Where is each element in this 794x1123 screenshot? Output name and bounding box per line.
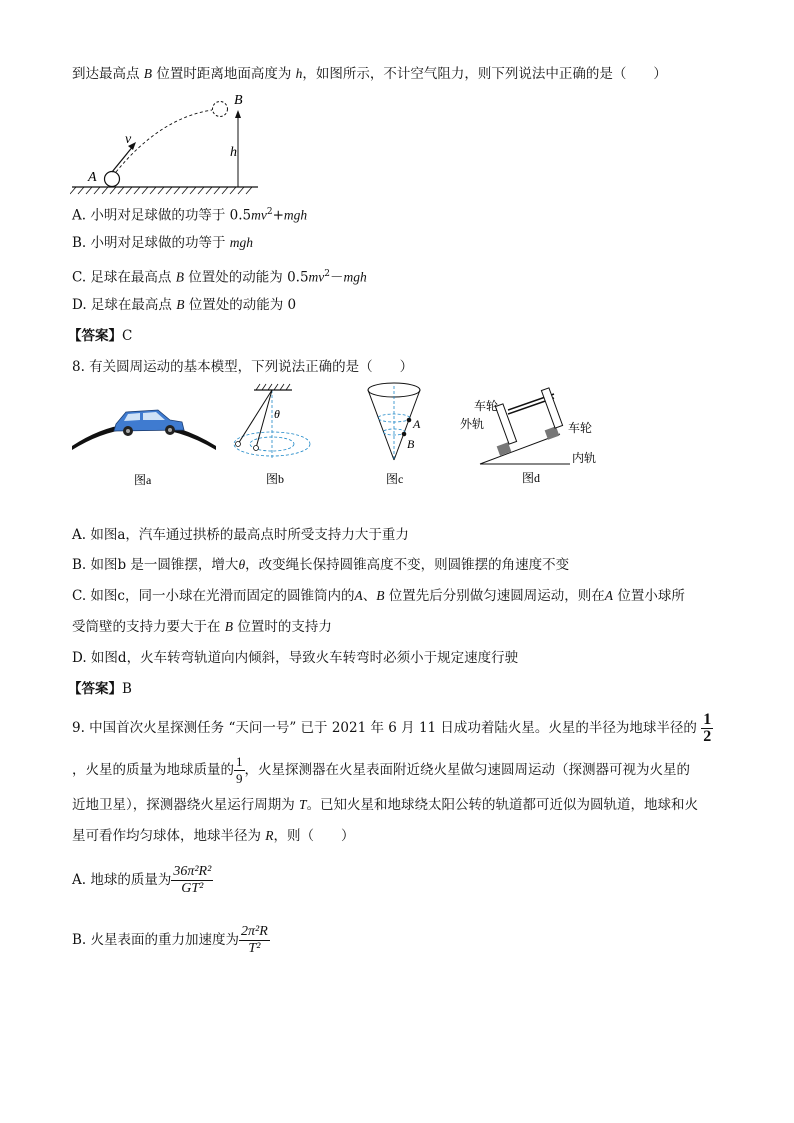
q7-option-c-v: v xyxy=(318,269,325,285)
q8-option-b xyxy=(72,555,569,575)
q9-line-3 xyxy=(72,795,698,815)
q9-line-2-post: ，火星探测器在火星表面附近绕火星做匀速圆周运动（探测器可视为火星的 xyxy=(244,762,690,778)
q8-option-c-a2: A xyxy=(604,588,614,603)
q7-option-c-text: C. 足球在最高点 xyxy=(72,269,176,286)
q7-option-d xyxy=(72,295,296,315)
q9-line-4-post: ，则（ ） xyxy=(273,828,355,844)
q9-fraction-half xyxy=(701,712,713,745)
q7-option-d-b: B xyxy=(176,297,185,312)
q9-option-a-den: GT² xyxy=(181,881,204,896)
q8-caption-d: 图d xyxy=(522,471,541,485)
q7-label-h: h xyxy=(230,145,237,160)
q7-option-b-mgh: mgh xyxy=(229,235,254,250)
q9-line-1-text: 9. 中国首次火星探测任务 “天问一号” 已于 2021 年 6 月 11 日成功着陆火星。火星的半径为地球半径的 xyxy=(72,720,697,736)
q7-option-c-sup: 2 xyxy=(324,269,331,279)
q8-option-c-a: A xyxy=(354,588,363,603)
q9-option-b xyxy=(72,924,270,957)
q9-option-a-num: 36π²R² xyxy=(173,864,212,879)
q7-stem xyxy=(72,64,667,84)
q8-figure-b xyxy=(226,382,336,490)
q8-option-c xyxy=(72,586,685,606)
q9-fraction-ninth xyxy=(234,754,245,787)
q7-option-a-sup: 2 xyxy=(266,207,273,217)
q8-answer-label: 【答案】 xyxy=(68,681,122,697)
q9-option-a-pre: A. 地球的质量为 xyxy=(72,872,172,888)
q8-caption-c: 图c xyxy=(386,472,404,486)
q9-option-a xyxy=(72,864,213,897)
q7-option-c-minus: － xyxy=(330,269,344,286)
q7-option-d-text: D. 足球在最高点 xyxy=(72,297,177,313)
q7-answer xyxy=(68,326,132,346)
q8-theta-label: θ xyxy=(274,407,280,421)
q8-d-outer-rail: 外轨 xyxy=(460,417,485,431)
q7-option-a-text: A. 小明对足球做的功等于 0.5 xyxy=(72,207,252,224)
q8-option-c-post2: 位置小球所 xyxy=(613,588,685,604)
q8-figure-c xyxy=(360,380,440,490)
q8-d-inner-rail: 内轨 xyxy=(572,451,597,465)
q9-frac1-num: 1 xyxy=(703,711,712,728)
q7-projectile-figure xyxy=(70,88,270,198)
q8-caption-b: 图b xyxy=(266,472,285,486)
q9-option-b-fraction xyxy=(239,924,270,957)
q7-stem-text-1: 到达最高点 xyxy=(72,66,144,82)
q7-label-b: B xyxy=(234,93,243,108)
q8-option-c-sep: 、 xyxy=(362,588,377,604)
q7-option-a-v: v xyxy=(260,207,267,223)
q7-stem-b: B xyxy=(143,66,153,81)
q9-option-b-pre: B. 火星表面的重力加速度为 xyxy=(72,932,240,948)
q9-frac2-num: 1 xyxy=(236,754,243,769)
q8-figure-a xyxy=(70,398,220,490)
q8-d-wheel-right: 车轮 xyxy=(568,421,593,435)
q9-line-1 xyxy=(72,712,713,745)
q7-option-c-mgh: mgh xyxy=(343,269,367,285)
q8-option-b-post: ，改变绳长保持圆锥高度不变，则圆锥摆的角速度不变 xyxy=(245,557,570,573)
q8-answer xyxy=(68,679,132,699)
q7-stem-text-3: ，如图所示，不计空气阻力，则下列说法中正确的是（ ） xyxy=(302,66,667,82)
q7-option-b xyxy=(72,233,253,253)
q7-option-c-m: m xyxy=(308,269,319,285)
q9-line-4 xyxy=(72,826,355,846)
q9-option-b-num: 2π²R xyxy=(241,924,268,939)
q8-option-c-b: B xyxy=(376,588,385,603)
q9-line-3-post: 。已知火星和地球绕太阳公转的轨道都可近似为圆轨道，地球和火 xyxy=(306,797,699,813)
q8-d-wheel-top: 车轮 xyxy=(474,399,499,413)
q8-option-c-line2-pre: 受筒壁的支持力要大于在 xyxy=(72,619,225,635)
q7-stem-text-2: 位置时距离地面高度为 xyxy=(152,66,296,82)
q9-frac1-den: 2 xyxy=(703,728,712,745)
q8-option-c-pre: C. 如图c，同一小球在光滑而固定的圆锥筒内的 xyxy=(72,588,355,604)
q8-option-b-pre: B. 如图b 是一圆锥摆，增大 xyxy=(72,557,239,573)
q7-option-a xyxy=(72,202,307,226)
q8-option-a: A. 如图a，汽车通过拱桥的最高点时所受支持力大于重力 xyxy=(72,527,409,543)
q7-option-b-text: B. 小明对足球做的功等于 xyxy=(72,235,230,251)
q8-c-label-a: A xyxy=(413,417,421,431)
q7-answer-label: 【答案】 xyxy=(68,328,122,344)
q7-label-a: A xyxy=(88,170,97,185)
q7-option-a-plus: + xyxy=(272,207,284,224)
q7-answer-value: C xyxy=(122,328,133,344)
q8-option-b-theta: θ xyxy=(238,557,246,572)
q8-option-c-line2-b: B xyxy=(224,619,234,634)
car-icon xyxy=(114,410,184,436)
q9-option-a-fraction xyxy=(171,864,213,897)
q9-line-2-pre: ，火星的质量为地球质量的 xyxy=(72,762,234,778)
ball-a-icon xyxy=(105,172,120,187)
q7-stem-h: h xyxy=(295,66,303,81)
q8-answer-value: B xyxy=(122,681,132,697)
q7-label-v: v xyxy=(125,132,132,147)
q7-option-c xyxy=(72,264,367,288)
q9-line-4-r: R xyxy=(265,828,274,843)
q8-stem: 8. 有关圆周运动的基本模型，下列说法正确的是（ ） xyxy=(72,359,414,375)
q9-option-b-den: T² xyxy=(248,941,261,956)
q7-option-a-mgh: mgh xyxy=(283,207,308,223)
q9-frac2-den: 9 xyxy=(236,771,243,786)
q9-line-2 xyxy=(72,754,690,787)
q8-option-c-line2-post: 位置时的支持力 xyxy=(233,619,332,635)
q8-figure-d xyxy=(460,384,610,490)
q7-option-d-mid: 位置处的动能为 0 xyxy=(184,297,297,313)
q8-c-label-b: B xyxy=(407,437,415,451)
q9-line-3-t: T xyxy=(299,797,307,812)
q9-line-4-pre: 星可看作均匀球体，地球半径为 xyxy=(72,828,266,844)
q8-option-c-post: 位置先后分别做匀速圆周运动，则在 xyxy=(384,588,605,604)
q8-caption-a: 图a xyxy=(134,473,152,487)
q9-line-3-pre: 近地卫星），探测器绕火星运行周期为 xyxy=(72,797,300,813)
q8-option-c-line2 xyxy=(72,617,332,637)
q7-option-a-m: m xyxy=(251,207,261,223)
q7-option-c-mid: 位置处的动能为 0.5 xyxy=(183,269,309,286)
q8-option-d: D. 如图d，火车转弯轨道向内倾斜，导致火车转弯时必须小于规定速度行驶 xyxy=(72,650,519,666)
q7-option-c-b: B xyxy=(175,269,184,285)
